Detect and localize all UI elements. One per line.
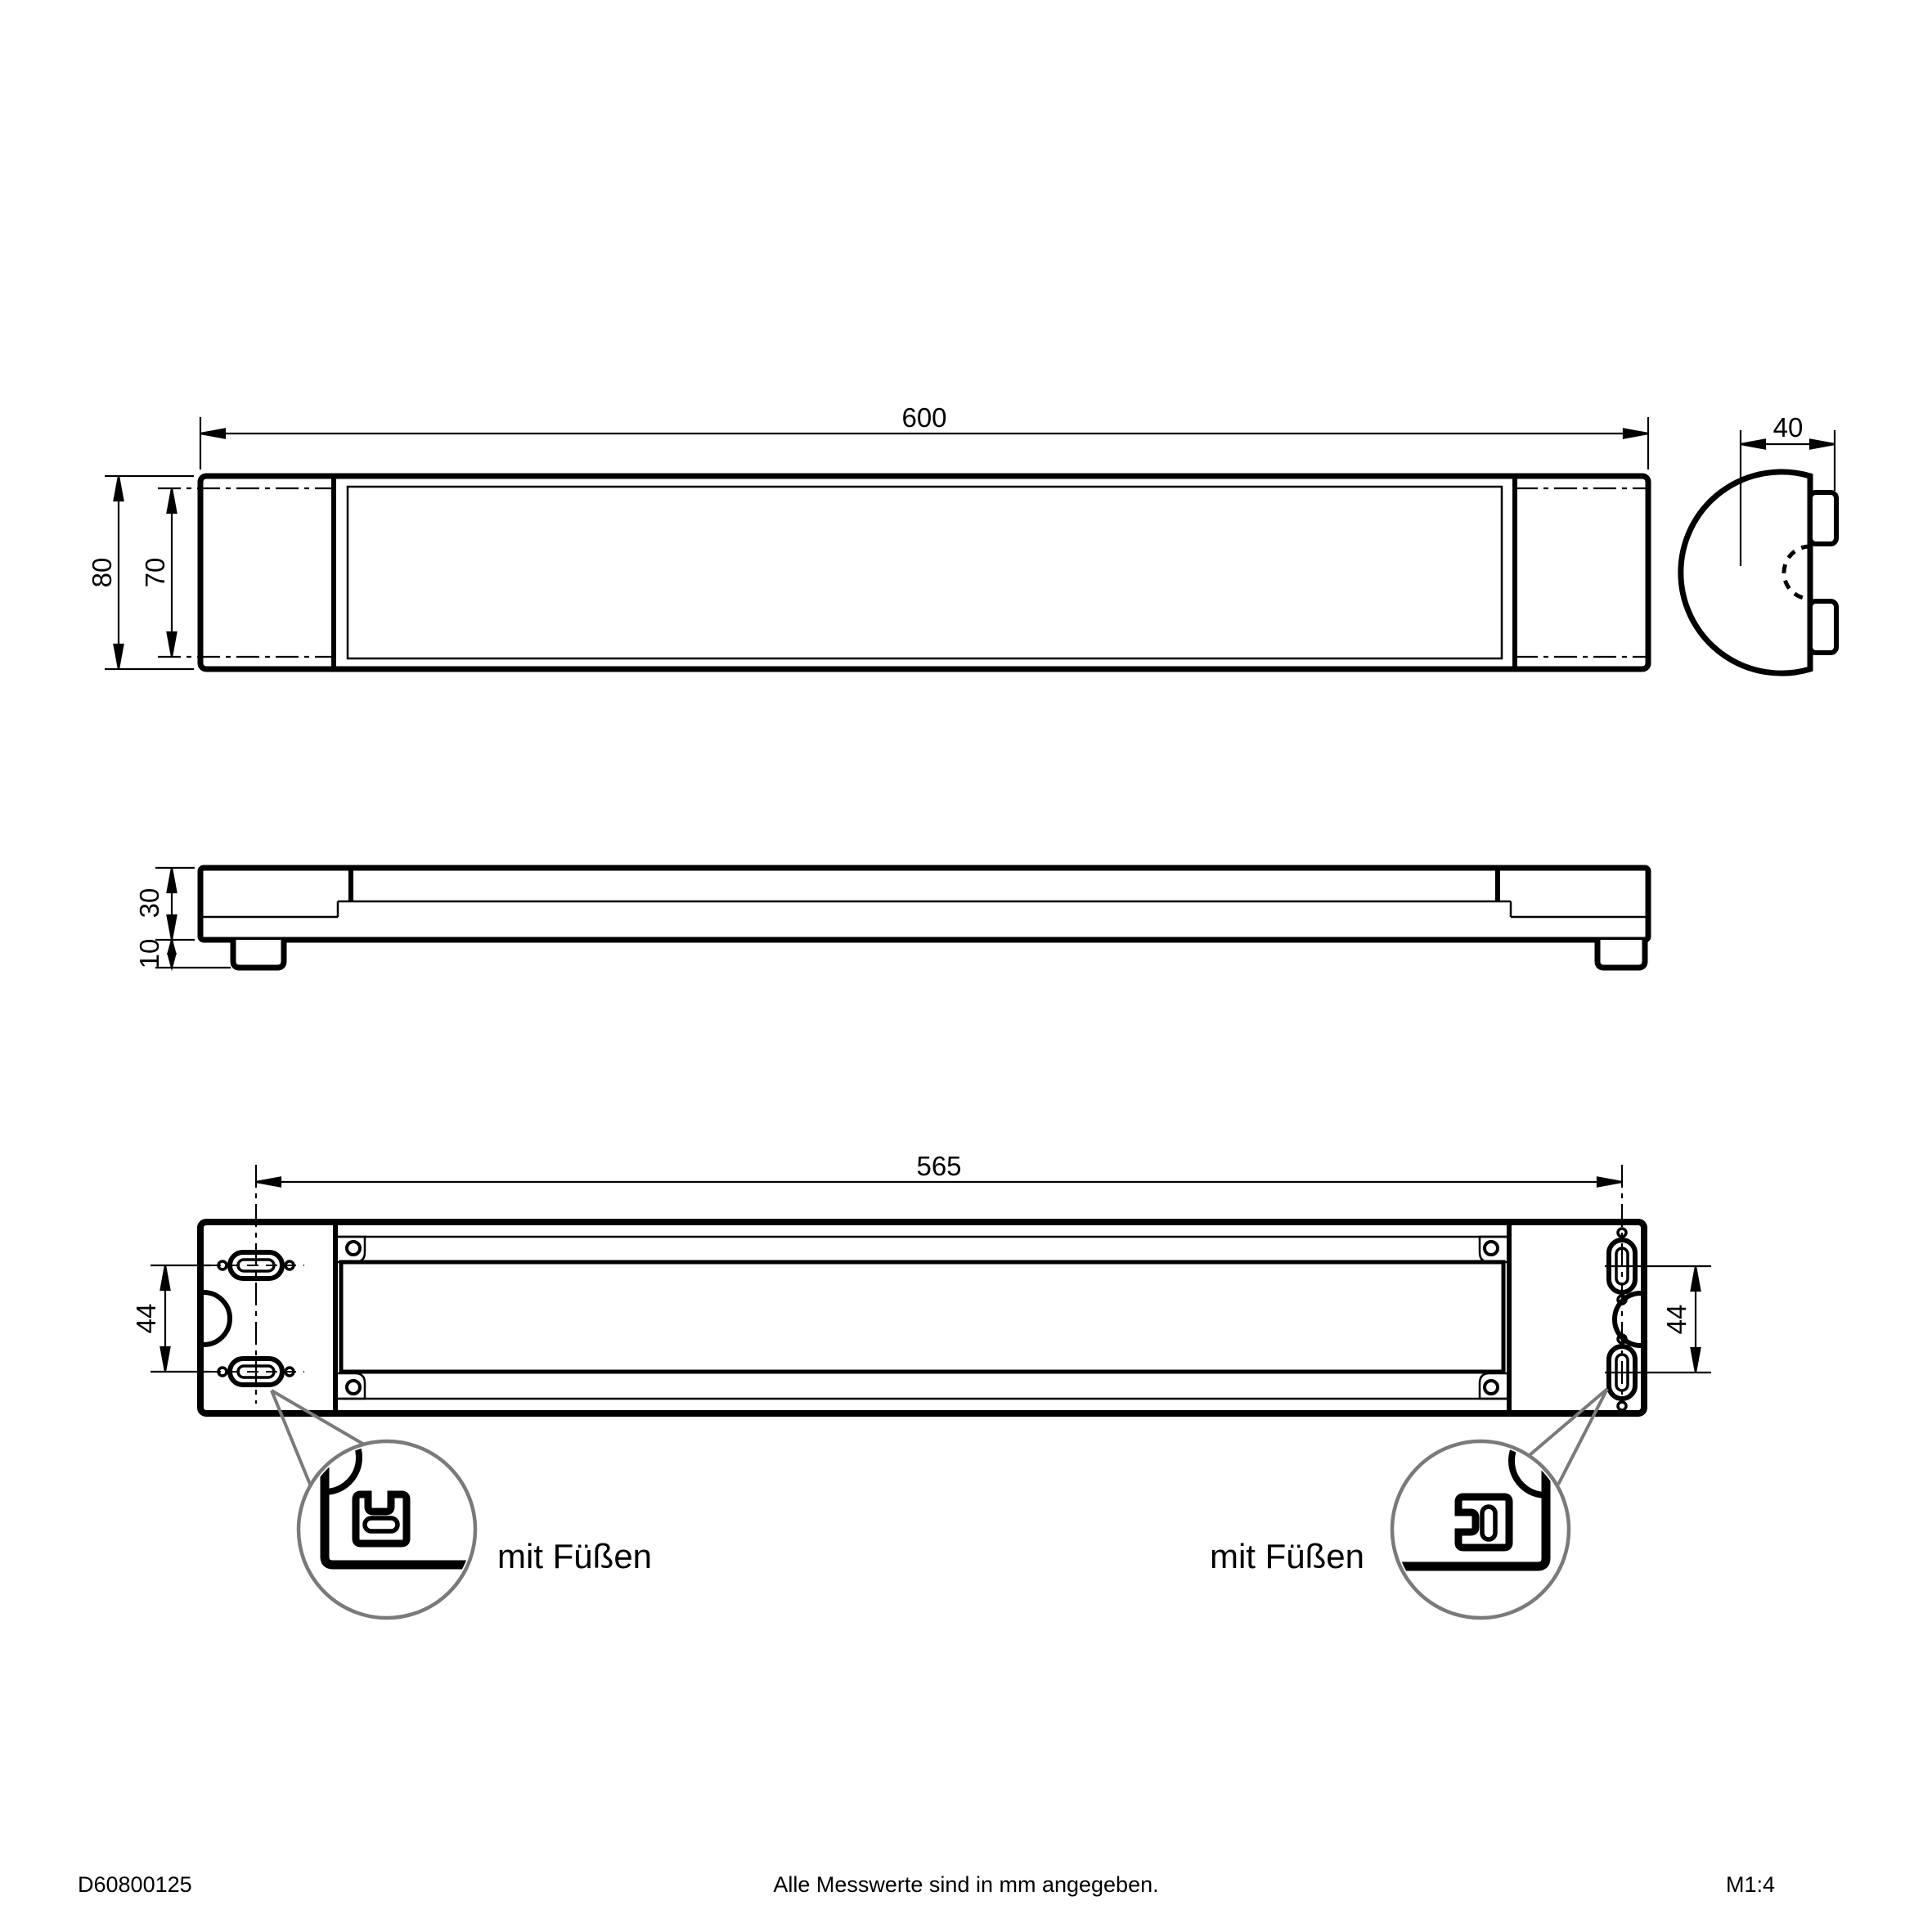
footer-doc-number: D60800125 (78, 1872, 192, 1897)
detail-callout-right (1382, 1389, 1607, 1618)
end-lens-profile (1681, 472, 1810, 673)
dim-10-arrow-top (168, 940, 176, 954)
side-foot-left (233, 940, 284, 968)
detail-right-label: mit Füßen (1209, 1537, 1364, 1575)
dim-565-arrow-right (1597, 1178, 1622, 1187)
dim-mount-spacing-label: 565 (916, 1151, 962, 1181)
side-outer-body (200, 868, 1648, 940)
dim-70-arrow-bottom (168, 632, 177, 657)
side-foot-right (1597, 940, 1645, 968)
dim-foot-height-label: 10 (134, 938, 164, 969)
back-gear-tray (341, 1262, 1503, 1372)
dim-height-outer-label: 80 (87, 557, 117, 588)
dim-40-arrow-left (1741, 440, 1765, 449)
view-front-elevation (158, 476, 1648, 669)
dim-565-arrow-left (256, 1178, 281, 1187)
view-end-profile (1681, 472, 1836, 673)
view-side-elevation (200, 868, 1648, 968)
dim-600-arrow-right (1624, 429, 1648, 438)
dim-80-arrow-top (115, 476, 124, 501)
end-foot-tab-bottom (1810, 601, 1836, 653)
front-diffuser (348, 487, 1502, 658)
detail-callout-left (272, 1391, 491, 1618)
dim-30-arrow-top (168, 868, 177, 892)
dim-foot-height-10 (155, 940, 231, 968)
footer-note: Alle Messwerte sind in mm angegeben. (773, 1872, 1159, 1897)
dim-44L-arrow-bottom (161, 1347, 170, 1372)
dim-70-arrow-top (168, 488, 177, 513)
dim-height-inner-label: 70 (140, 557, 170, 588)
detail-left-label: mit Füßen (497, 1537, 653, 1575)
dim-44R-arrow-top (1692, 1266, 1701, 1291)
dim-slot-spacing-right-label: 44 (1661, 1304, 1692, 1335)
dim-length-label: 600 (901, 402, 947, 433)
dim-10-arrow-bottom (168, 954, 176, 968)
end-foot-tab-top (1810, 492, 1836, 544)
footer-scale: M1:4 (1725, 1872, 1775, 1897)
dim-40-arrow-right (1810, 440, 1835, 449)
dim-44R-arrow-bottom (1692, 1348, 1701, 1373)
dim-body-height-label: 30 (134, 887, 164, 919)
dim-slot-spacing-left-label: 44 (131, 1303, 161, 1334)
dim-44L-arrow-top (161, 1265, 170, 1290)
dim-30-arrow-bottom (168, 915, 177, 940)
view-back (200, 1165, 1644, 1413)
dim-80-arrow-bottom (115, 645, 124, 669)
dim-600-arrow-left (200, 429, 225, 438)
dim-depth-label: 40 (1772, 412, 1804, 443)
